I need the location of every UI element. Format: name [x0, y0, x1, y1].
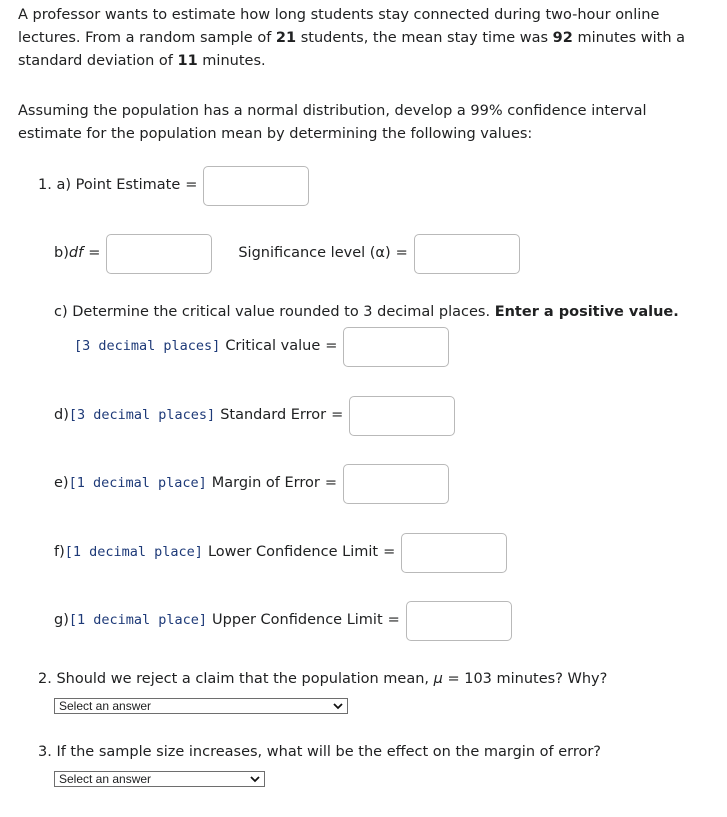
standard-error-label: Standard Error [220, 407, 327, 424]
sample-size: 21 [275, 30, 297, 47]
problem-statement: A professor wants to estimate how long students stay connected during two-hour online lectures. From a random sample of 21 students, the mean stay time was 92 minutes with a standard deviation of 11 minutes. [18, 7, 686, 70]
df-row: b) df = Significance level (α) = [54, 233, 520, 275]
lower-limit-label: Lower Confidence Limit [207, 544, 379, 561]
sample-mean: 92 [552, 30, 573, 47]
significance-level-label: Significance level (α) [238, 245, 391, 262]
instructions: Assuming the population has a normal distribution, develop a 99% confidence interval estimate for the population mean by determining the following values: [18, 103, 647, 143]
precision-tag: [3 decimal places] [74, 338, 221, 355]
lower-limit-row: f) [1 decimal place] Lower Confidence Limit = [54, 532, 507, 574]
lower-limit-input[interactable] [401, 533, 507, 573]
point-estimate-label: 1. a) Point Estimate [38, 177, 181, 194]
standard-error-row: d) [3 decimal places] Standard Error = [54, 395, 455, 437]
sample-sd: 11 [177, 53, 198, 70]
critical-value-instruction: c) Determine the critical value rounded to 3 decimal places. Enter a positive value. [54, 304, 679, 320]
precision-tag: [1 decimal place] [64, 544, 203, 561]
question-3-text: 3. If the sample size increases, what will be the effect on the margin of error? [38, 744, 602, 760]
upper-limit-label: Upper Confidence Limit [212, 612, 383, 629]
margin-of-error-row: e) [1 decimal place] Margin of Error = [54, 463, 449, 505]
mu-symbol: μ [433, 671, 443, 687]
question-2-text: 2. Should we reject a claim that the population mean, μ = 103 minutes? Why? [38, 671, 608, 687]
significance-level-input[interactable] [414, 234, 520, 274]
margin-of-error-label: Margin of Error [211, 475, 320, 492]
margin-of-error-input[interactable] [343, 464, 449, 504]
standard-error-input[interactable] [349, 396, 455, 436]
chevron-down-icon [333, 700, 343, 712]
precision-tag: [1 decimal place] [68, 475, 207, 492]
critical-value-input[interactable] [343, 327, 449, 367]
point-estimate-input[interactable] [203, 166, 309, 206]
question-2-select[interactable]: Select an answer [54, 698, 348, 714]
critical-value-row: [3 decimal places] Critical value = [74, 326, 449, 368]
critical-value-label: Critical value [225, 338, 321, 355]
upper-limit-input[interactable] [406, 601, 512, 641]
upper-limit-row: g) [1 decimal place] Upper Confidence Limit = [54, 600, 512, 642]
chevron-down-icon [250, 773, 260, 785]
df-input[interactable] [106, 234, 212, 274]
precision-tag: [3 decimal places] [68, 407, 216, 424]
point-estimate-row: 1. a) Point Estimate = [38, 165, 309, 207]
precision-tag: [1 decimal place] [68, 612, 208, 629]
df-label: df [68, 245, 84, 262]
question-3-select[interactable]: Select an answer [54, 771, 265, 787]
